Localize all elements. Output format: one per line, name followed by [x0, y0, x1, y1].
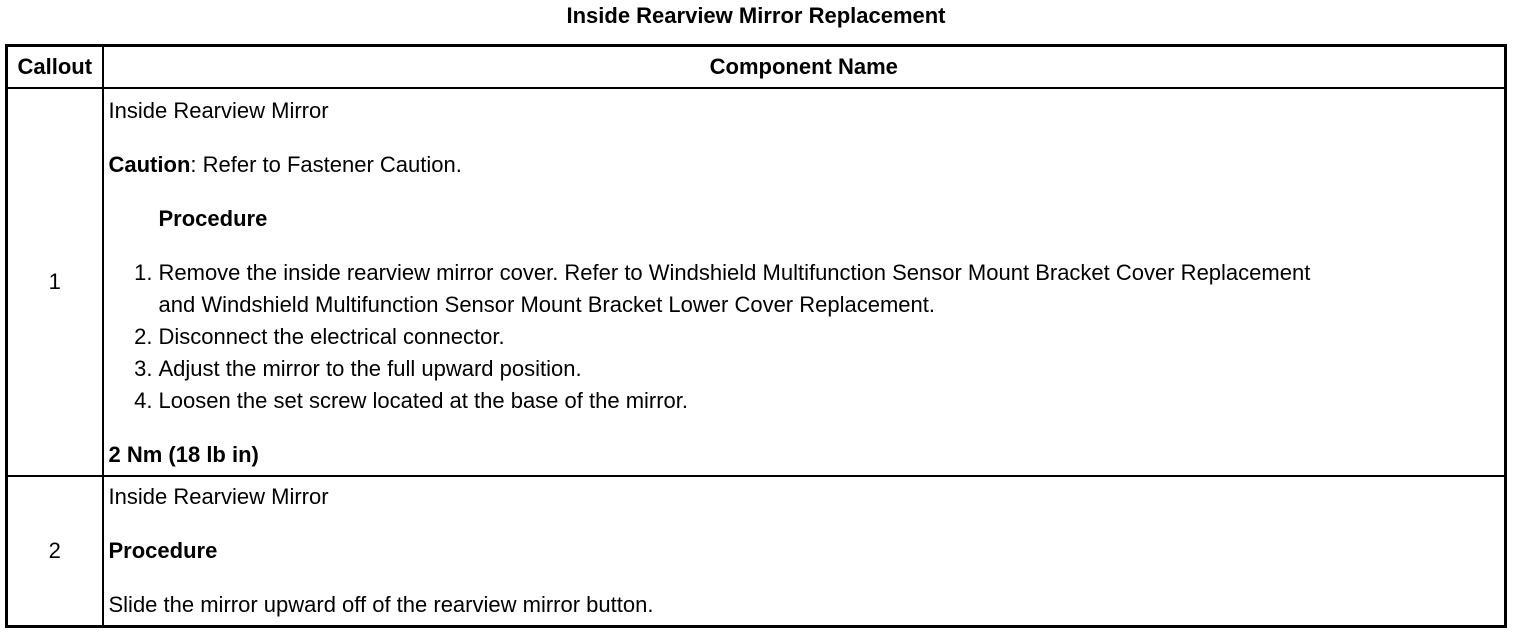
header-callout: Callout — [7, 46, 103, 89]
procedure-heading: Procedure — [158, 206, 268, 231]
step-text: Remove the inside rearview mirror cover. Refer to Windshield Multifunction Sensor Mount Bracket Cover Replacement — [158, 260, 1311, 285]
step-number: 4. — [134, 388, 153, 413]
caution-text: : Refer to Fastener Caution. — [190, 152, 462, 177]
step-number: 3. — [134, 356, 153, 381]
step-text: Disconnect the electrical connector. — [158, 324, 505, 349]
list-item — [109, 257, 1499, 321]
table-row — [7, 476, 1506, 627]
header-component-name: Component Name — [103, 46, 1506, 89]
callout-number: 1 — [7, 88, 103, 476]
procedure-steps — [109, 257, 1499, 417]
list-item — [109, 353, 1499, 385]
step-text: Loosen the set screw located at the base of the mirror. — [158, 388, 689, 413]
table-row — [7, 88, 1506, 476]
step-number: 1. — [134, 260, 153, 285]
torque-spec: 2 Nm (18 lb in) — [108, 442, 259, 467]
component-name: Inside Rearview Mirror — [108, 484, 329, 509]
list-item — [109, 321, 1499, 353]
procedure-heading: Procedure — [108, 538, 218, 563]
list-item — [109, 385, 1499, 417]
component-cell — [103, 476, 1506, 627]
step-number: 2. — [134, 324, 153, 349]
procedure-instruction: Slide the mirror upward off of the rearview mirror button. — [108, 592, 654, 617]
callout-number: 2 — [7, 476, 103, 627]
caution-note — [109, 149, 1499, 181]
step-text-continued: and Windshield Multifunction Sensor Mount Bracket Lower Cover Replacement. — [158, 292, 935, 317]
document-title: Inside Rearview Mirror Replacement — [566, 3, 946, 28]
callout-table — [5, 44, 1507, 628]
component-name: Inside Rearview Mirror — [108, 98, 329, 123]
step-text: Adjust the mirror to the full upward position. — [158, 356, 582, 381]
caution-label: Caution — [108, 152, 191, 177]
table-header-row — [7, 46, 1506, 89]
component-cell — [103, 88, 1506, 476]
